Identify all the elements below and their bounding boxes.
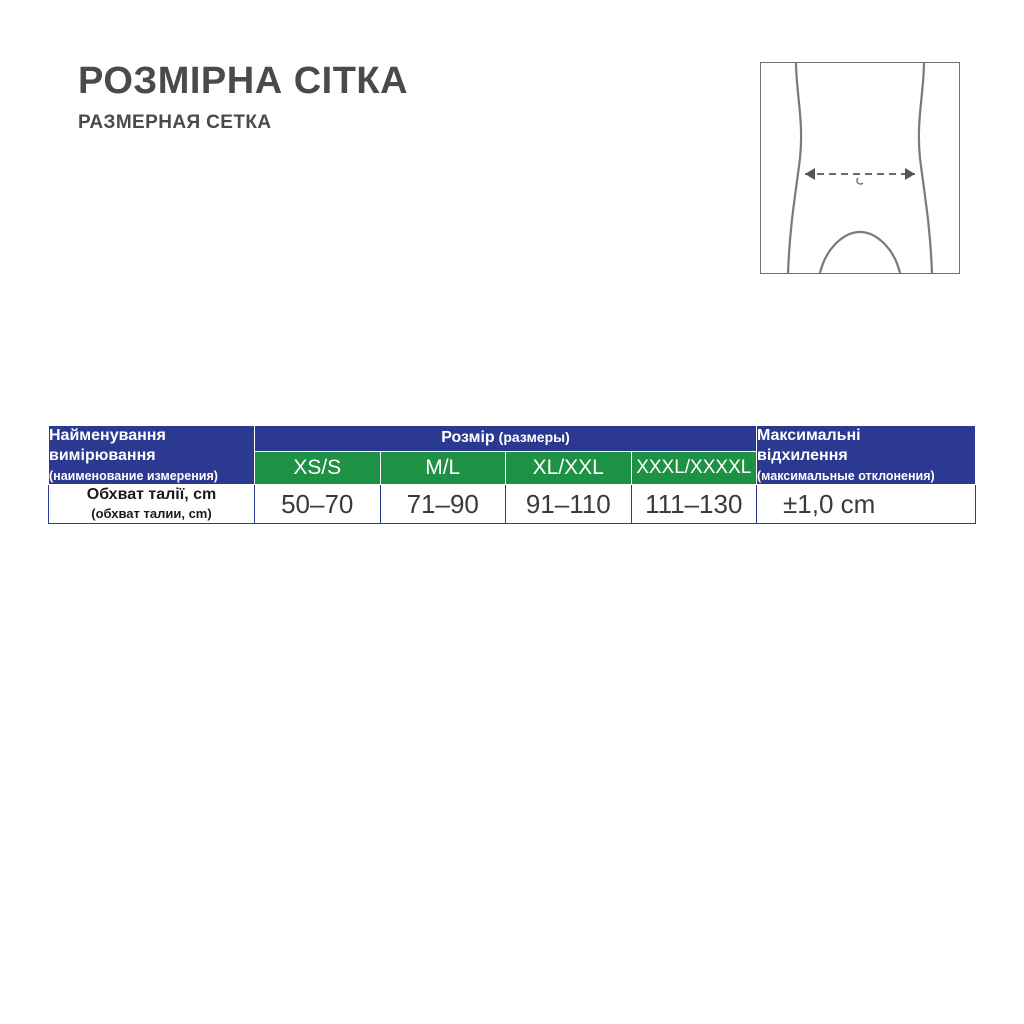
header-measurement-line3: (наименование измерения) [49, 469, 218, 483]
row-deviation-value: ±1,0 cm [757, 485, 976, 524]
table-header-row-1 [49, 426, 976, 452]
header-deviation-line3: (максимальные отклонения) [757, 469, 935, 483]
row-label-uk: Обхват талії, cm [86, 486, 217, 504]
header-measurement-line1: Найменування [49, 427, 166, 444]
size-column-header-2: XL/XXL [506, 451, 632, 485]
page-header [78, 62, 408, 134]
header-measurement-line2: вимірювання [49, 447, 156, 464]
page-subtitle: РАЗМЕРНАЯ СЕТКА [78, 111, 272, 133]
waist-measurement-diagram [760, 62, 960, 274]
header-deviation-line2: відхилення [757, 447, 848, 464]
row-value-1: 71–90 [380, 485, 506, 524]
header-measurement-name [49, 426, 255, 485]
header-size-group [255, 426, 757, 452]
size-column-header-3: XXXL/XXXXL [631, 451, 757, 485]
header-size-label-ru: (размеры) [498, 429, 570, 446]
row-value-3: 111–130 [631, 485, 757, 524]
row-value-0: 50–70 [255, 485, 381, 524]
table-row [49, 485, 976, 524]
size-table [48, 425, 976, 524]
header-deviation-line1: Максимальні [757, 427, 861, 444]
row-value-2: 91–110 [506, 485, 632, 524]
row-label-ru: (обхват талии, cm) [91, 506, 212, 522]
size-column-header-1: M/L [380, 451, 506, 485]
row-label-waist [49, 485, 255, 524]
header-max-deviation [757, 426, 976, 485]
page-title: РОЗМІРНА СІТКА [78, 60, 409, 102]
header-size-label-uk: Розмір [441, 429, 495, 447]
size-column-header-0: XS/S [255, 451, 381, 485]
